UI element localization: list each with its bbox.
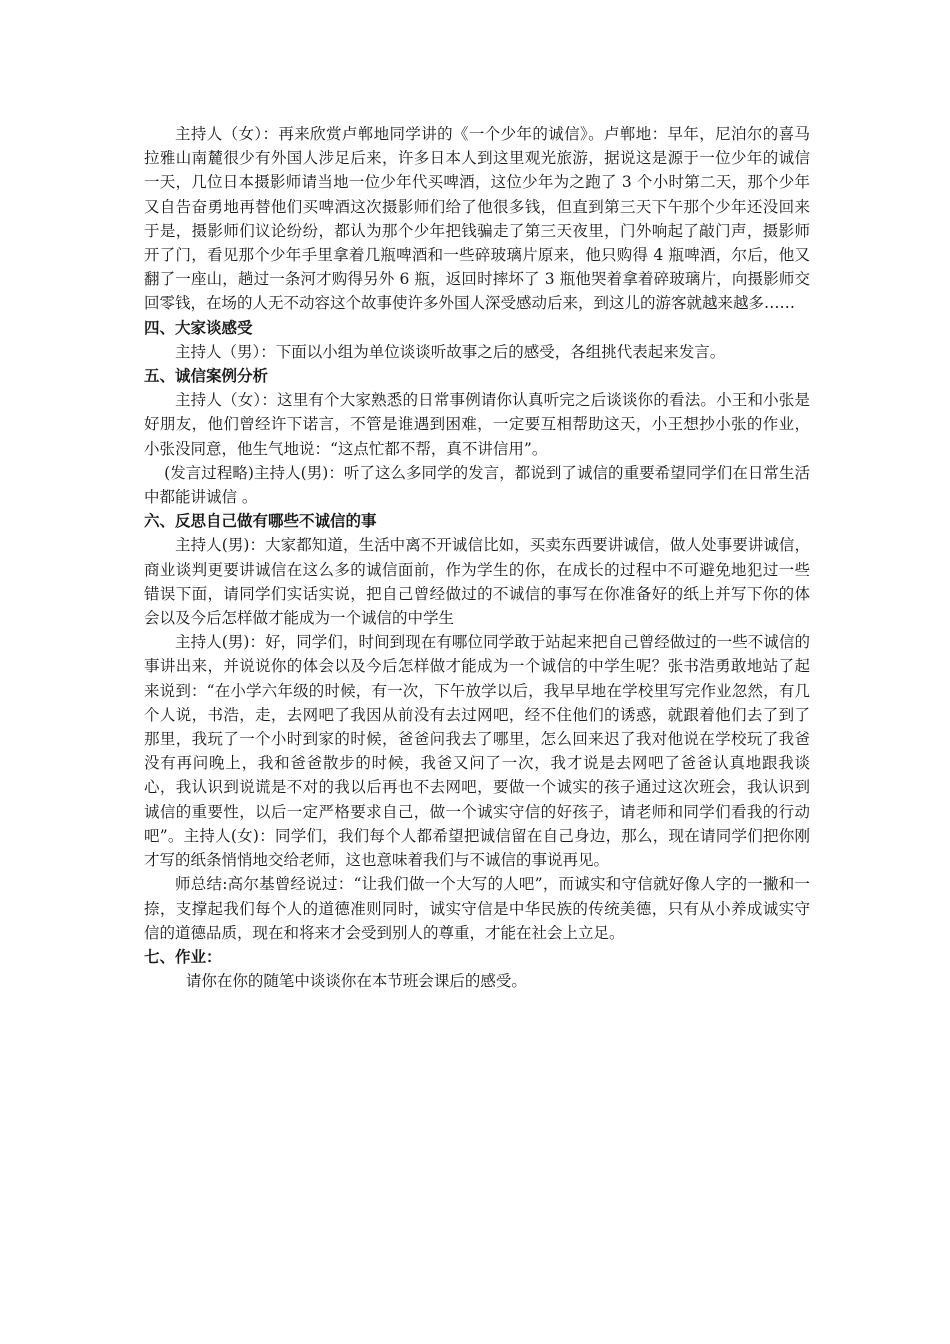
paragraph-feelings: 主持人（男）：下面以小组为单位谈谈听故事之后的感受，各组挑代表起来发言。 [175,342,726,361]
paragraph-summary-speech: (发言过程略)主持人(男)：听了这么多同学的发言，都说到了诚信的重要希望同学们在日常生活中都能讲诚信 。 [144,463,810,507]
paragraph-case: 主持人（女）：这里有个大家熟悉的日常事例请你认真听完之后谈谈你的看法。小王和小张是好朋友，他们曾经许下诺言，不管是谁遇到困难，一定要互相帮助这天，小王想抄小张的作业，小张没同意，他生气地说：“这点忙都不帮，真不讲信用”。 [144,391,810,458]
section-heading-7: 七、作业： [144,947,222,966]
paragraph-homework: 请你在你的随笔中谈谈你在本节班会课后的感受。 [185,972,527,991]
paragraph-teacher-summary: 师总结:高尔基曾经说过：“让我们做一个大写的人吧”，而诚实和守信就好像人字的一撇和一捺，支撑起我们每个人的道德准则同时，诚实守信是中华民族的传统美德，只有从小养成诚实守信的道德品质，现在和将来才会受到别人的尊重，才能在社会上立足。 [144,875,810,942]
section-heading-5: 五、诚信案例分析 [144,367,269,386]
document-body [144,122,810,993]
section-heading-6: 六、反思自己做有哪些不诚信的事 [144,512,377,531]
paragraph-story: 主持人（女）：再来欣赏卢郸地同学讲的《一个少年的诚信》。卢郸地：早年，尼泊尔的喜马拉雅山南麓很少有外国人涉足后来，许多日本人到这里观光旅游，据说这是源于一位少年的诚信一天，几位日本摄影师请当地一位少年代买啤酒，这位少年为之跑了 3 个小时第二天，那个少年又自告奋勇地再替他们买啤酒这次摄影师们给了他很多钱，但直到第三天下午那个少年还没回来于是，摄影师们议论纷纷，都认为那个少年把钱骗走了第三天夜里，门外响起了敲门声，摄影师开了门，看见那个少年手里拿着几瓶啤酒和一些碎玻璃片原来，他只购得 4 瓶啤酒，尔后，他又翻了一座山，趟过一条河才购得另外 6 瓶，返回时摔坏了 3 瓶他哭着拿着碎玻璃片，向摄影师交回零钱，在场的人无不动容这个故事使许多外国人深受感动后来，到这儿的游客就越来越多…… [144,125,810,313]
section-heading-4: 四、大家谈感受 [144,318,253,337]
paragraph-confession: 主持人(男)：好，同学们，时间到现在有哪位同学敢于站起来把自己曾经做过的一些不诚信的事讲出来，并说说你的体会以及今后怎样做才能成为一个诚信的中学生呢？张书浩勇敢地站了起来说到：“在小学六年级的时候，有一次，下午放学以后，我早早地在学校里写完作业忽然，有几个人说，书浩，走，去网吧了我因从前没有去过网吧，经不住他们的诱惑，就跟着他们去了到了那里，我玩了一个小时到家的时候，爸爸问我去了哪里，怎么回来迟了我对他说在学校玩了我爸没有再问晚上，我和爸爸散步的时候，我爸又问了一次，我才说是去网吧了爸爸认真地跟我谈心，我认识到说谎是不对的我以后再也不去网吧，要做一个诚实的孩子通过这次班会，我认识到诚信的重要性，以后一定严格要求自己，做一个诚实守信的好孩子，请老师和同学们看我的行动吧”。主持人(女)：同学们，我们每个人都希望把诚信留在自己身边，那么，现在请同学们把你刚才写的纸条悄悄地交给老师，这也意味着我们与不诚信的事说再见。 [144,633,810,870]
paragraph-reflection: 主持人(男)：大家都知道，生活中离不开诚信比如，买卖东西要讲诚信，做人处事要讲诚信，商业谈判更要讲诚信在这么多的诚信面前，作为学生的你，在成长的过程中不可避免地犯过一些错误下面，请同学们实话实说，把自己曾经做过的不诚信的事写在你准备好的纸上并写下你的体会以及今后怎样做才能成为一个诚信的中学生 [144,536,810,628]
